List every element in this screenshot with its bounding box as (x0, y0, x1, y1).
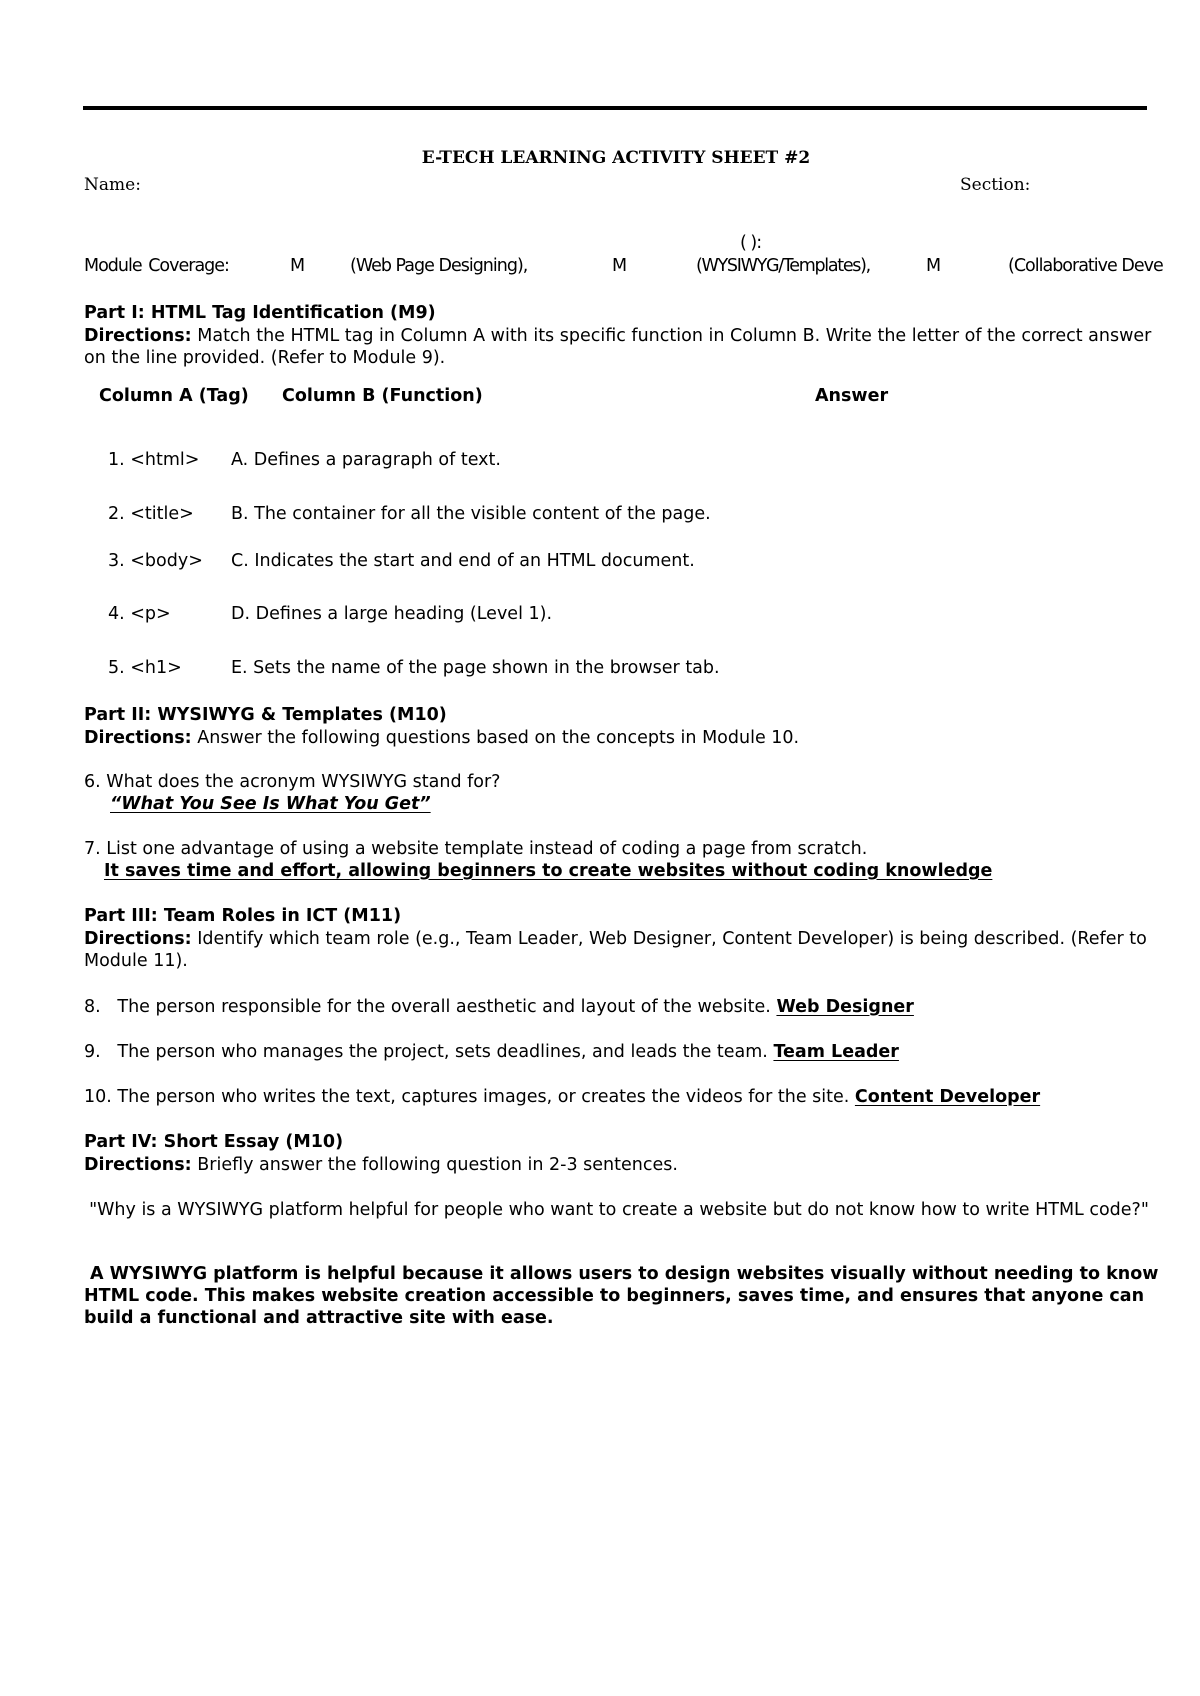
part1-directions (84, 325, 1164, 369)
role-item-8 (84, 996, 914, 1018)
top-rule (83, 106, 1147, 110)
match-tag-3: 3. <body> (108, 551, 203, 571)
part4-directions-text: Briefly answer the following question in 2-3 sentences. (197, 1155, 678, 1175)
column-b-header: Column B (Function) (282, 386, 483, 406)
match-tag-5: 5. <h1> (108, 658, 182, 678)
part2-directions-label: Directions: (84, 728, 192, 748)
part3-directions-label: Directions: (84, 929, 192, 949)
part4-directions (84, 1154, 678, 1176)
match-function-b: B. The container for all the visible content of the page. (231, 504, 711, 524)
part4-directions-label: Directions: (84, 1155, 192, 1175)
match-tag-4: 4. <p> (108, 604, 171, 624)
answer-column-header: Answer (815, 386, 889, 406)
match-function-c: C. Indicates the start and end of an HTML document. (231, 551, 695, 571)
essay-answer: A WYSIWYG platform is helpful because it allows users to design websites visually without needing to know HTML code. This makes website creation accessible to beginners, saves time, and ensures that anyone can build a functional and attractive site with ease. (84, 1264, 1159, 1328)
match-tag-1: 1. <html> (108, 450, 200, 470)
role-item-9-answer: Team Leader (773, 1042, 899, 1062)
role-item-9-text: The person who manages the project, sets deadlines, and leads the team. (117, 1042, 768, 1062)
match-tag-2: 2. <title> (108, 504, 194, 524)
part2-directions-text: Answer the following questions based on the concepts in Module 10. (197, 728, 800, 748)
part3-directions (84, 928, 1164, 972)
part3-directions-text: Identify which team role (e.g., Team Leader, Web Designer, Content Developer) is being described. (Refer to Module 11). (84, 929, 1147, 971)
answer-7: It saves time and effort, allowing beginners to create websites without coding knowledge (104, 861, 993, 881)
section-label: Section: (960, 175, 1031, 195)
role-item-8-number: 8. (84, 997, 101, 1017)
column-a-header: Column A (Tag) (99, 386, 249, 406)
question-6: 6. What does the acronym WYSIWYG stand for? (84, 772, 501, 792)
page-title: E-TECH LEARNING ACTIVITY SHEET #2 (421, 148, 811, 168)
match-function-e: E. Sets the name of the page shown in the browser tab. (231, 658, 720, 678)
part4-heading: Part IV: Short Essay (M10) (84, 1132, 344, 1152)
match-function-d: D. Defines a large heading (Level 1). (231, 604, 553, 624)
module-m2: M (612, 256, 628, 276)
match-function-a: A. Defines a paragraph of text. (231, 450, 501, 470)
module-m3-topic: (Collaborative Deve (1008, 256, 1163, 276)
module-m2-topic: (WYSIWYG/Templates), (696, 256, 870, 276)
module-m1-topic: (Web Page Designing), (350, 256, 528, 276)
module-m1: M (290, 256, 306, 276)
part1-heading: Part I: HTML Tag Identification (M9) (84, 303, 436, 323)
part3-heading: Part III: Team Roles in ICT (M11) (84, 906, 402, 926)
role-item-9 (84, 1041, 899, 1063)
role-item-8-text: The person responsible for the overall aesthetic and layout of the website. (117, 997, 771, 1017)
module-coverage-label: Module Coverage: (84, 256, 229, 276)
module-m3: M (926, 256, 942, 276)
part2-directions (84, 727, 799, 749)
role-item-10 (84, 1086, 1040, 1108)
essay-question: "Why is a WYSIWYG platform helpful for people who want to create a website but do not know how to write HTML code?" (89, 1200, 1149, 1220)
part1-directions-label: Directions: (84, 326, 192, 346)
name-label: Name: (84, 175, 141, 195)
part1-directions-text: Match the HTML tag in Column A with its specific function in Column B. Write the letter of the correct answer on the line provided. (Refer to Module 9). (84, 326, 1152, 368)
role-item-10-number: 10. (84, 1087, 112, 1107)
answer-6: “What You See Is What You Get” (110, 794, 431, 814)
role-item-10-answer: Content Developer (854, 1087, 1041, 1107)
role-item-10-text: The person who writes the text, captures images, or creates the videos for the site. (117, 1087, 850, 1107)
role-item-9-number: 9. (84, 1042, 101, 1062)
part2-heading: Part II: WYSIWYG & Templates (M10) (84, 705, 447, 725)
role-item-8-answer: Web Designer (776, 997, 914, 1017)
paren-fragment: ( ): (740, 233, 762, 253)
question-7: 7. List one advantage of using a website template instead of coding a page from scratch. (84, 839, 868, 859)
